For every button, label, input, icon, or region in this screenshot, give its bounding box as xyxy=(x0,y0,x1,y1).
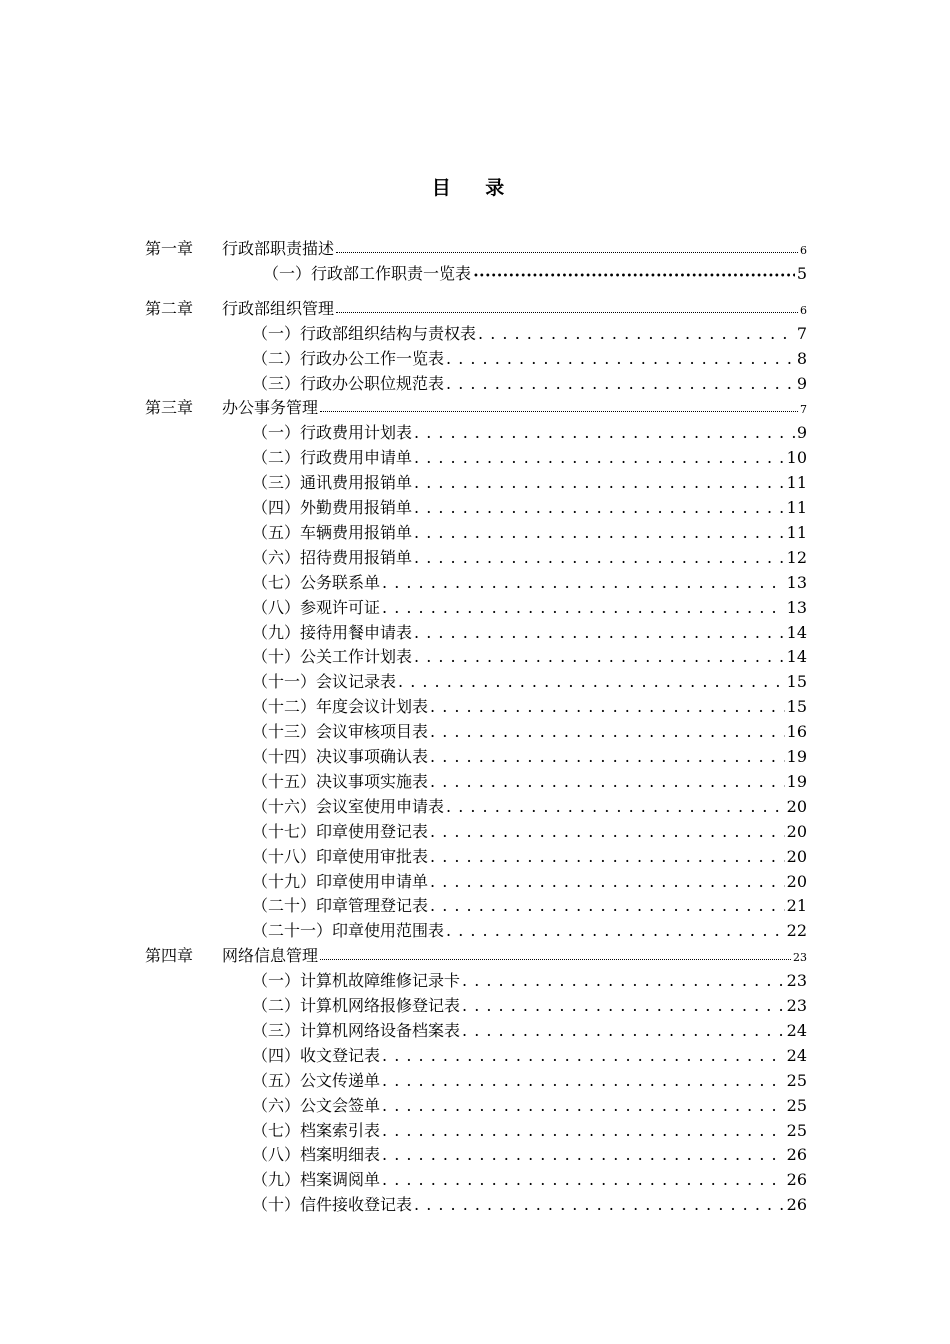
item-label: （三）通讯费用报销单 xyxy=(252,473,413,493)
toc-item-entry[interactable] xyxy=(252,1068,807,1093)
dot-leader xyxy=(462,993,785,1018)
dot-leader xyxy=(414,420,795,445)
toc-item-entry[interactable] xyxy=(252,794,807,819)
item-label: （一）计算机故障维修记录卡 xyxy=(252,971,461,991)
page-number: 22 xyxy=(786,921,807,941)
dot-leader xyxy=(414,1192,785,1217)
item-label: （十四）决议事项确认表 xyxy=(252,747,429,766)
item-label: （五）车辆费用报销单 xyxy=(252,522,413,542)
dot-leader xyxy=(382,1068,785,1093)
item-label: （二十）印章管理登记表 xyxy=(252,896,429,916)
page-number: 9 xyxy=(796,423,807,443)
toc-item-entry[interactable] xyxy=(252,1167,807,1192)
toc-item-entry[interactable] xyxy=(252,993,807,1018)
item-label: （十九）印章使用申请单 xyxy=(252,871,429,891)
page-number: 12 xyxy=(786,547,807,567)
page-number: 13 xyxy=(786,572,807,592)
page-number: 13 xyxy=(786,597,807,617)
dot-leader xyxy=(336,311,798,313)
page-number: 6 xyxy=(800,303,807,317)
item-label: （十一）会议记录表 xyxy=(252,672,397,692)
chapter-title: 行政部组织管理 xyxy=(222,298,335,318)
toc-item-entry[interactable] xyxy=(252,1043,807,1068)
page-number: 25 xyxy=(786,1120,807,1140)
page-number: 7 xyxy=(796,323,807,343)
page-number: 24 xyxy=(786,1045,807,1065)
dot-leader xyxy=(430,844,785,869)
dot-leader xyxy=(398,669,785,694)
toc-item-entry[interactable] xyxy=(252,893,807,918)
page-number: 19 xyxy=(786,747,807,766)
dot-leader xyxy=(320,410,798,412)
toc-item-entry[interactable] xyxy=(252,595,807,620)
item-label: （十）信件接收登记表 xyxy=(252,1195,413,1215)
dot-leader xyxy=(382,595,785,620)
item-label: （二）行政办公工作一览表 xyxy=(252,348,445,368)
page-number: 26 xyxy=(786,1145,807,1165)
toc-item-entry[interactable] xyxy=(252,869,807,894)
toc-item-entry[interactable] xyxy=(252,470,807,495)
item-label: （十七）印章使用登记表 xyxy=(252,821,429,841)
toc-item-entry[interactable] xyxy=(252,321,807,346)
dot-leader xyxy=(430,869,785,894)
toc-item-entry[interactable] xyxy=(252,744,807,769)
toc-item-entry[interactable] xyxy=(252,1093,807,1118)
item-label: （五）公文传递单 xyxy=(252,1070,381,1090)
item-label: （十八）印章使用审批表 xyxy=(252,846,429,866)
page-number: 20 xyxy=(786,796,807,816)
toc-item-entry[interactable] xyxy=(252,1142,807,1167)
page-number: 14 xyxy=(786,622,807,642)
toc-title: 目 录 xyxy=(431,177,519,199)
toc-item-entry[interactable] xyxy=(263,261,807,286)
dot-leader xyxy=(382,570,785,595)
toc-chapter-entry[interactable] xyxy=(145,943,807,968)
dot-leader xyxy=(382,1142,785,1167)
toc-item-entry[interactable] xyxy=(252,495,807,520)
toc-item-entry[interactable] xyxy=(252,694,807,719)
page-number: 11 xyxy=(786,498,807,517)
item-label: （一）行政部组织结构与责权表 xyxy=(252,323,477,343)
toc-item-entry[interactable] xyxy=(252,968,807,993)
page-number: 23 xyxy=(793,951,807,965)
page-number: 19 xyxy=(786,771,807,791)
toc-item-entry[interactable] xyxy=(252,918,807,943)
dot-leader xyxy=(414,520,785,545)
dot-leader xyxy=(382,1043,785,1068)
dot-leader xyxy=(414,470,785,495)
page-number: 26 xyxy=(786,1195,807,1215)
toc-chapter-entry[interactable] xyxy=(145,296,807,321)
item-label: （七）档案索引表 xyxy=(252,1120,381,1140)
item-label: （三）行政办公职位规范表 xyxy=(252,373,445,393)
chapter-title: 办公事务管理 xyxy=(222,398,319,418)
dot-leader xyxy=(414,445,785,470)
dot-leader xyxy=(430,694,785,719)
chapter-title: 网络信息管理 xyxy=(222,946,319,966)
page-number: 20 xyxy=(786,871,807,891)
dot-leader xyxy=(462,1018,785,1043)
toc-item-entry[interactable] xyxy=(252,644,807,669)
page-number: 15 xyxy=(786,672,807,692)
item-label: （十）公关工作计划表 xyxy=(252,647,413,667)
toc-item-entry[interactable] xyxy=(252,1118,807,1143)
item-label: （十六）会议室使用申请表 xyxy=(252,796,445,816)
page-number: 20 xyxy=(786,846,807,866)
item-label: （八）档案明细表 xyxy=(252,1145,381,1165)
toc-item-entry[interactable] xyxy=(252,669,807,694)
toc-item-entry[interactable] xyxy=(252,520,807,545)
dot-leader xyxy=(320,958,791,960)
page-number: 6 xyxy=(800,244,807,257)
toc-item-entry[interactable] xyxy=(252,1192,807,1217)
item-label: （十五）决议事项实施表 xyxy=(252,771,429,791)
item-label: （一）行政部工作职责一览表 xyxy=(263,263,472,283)
page-number: 21 xyxy=(786,896,807,916)
page-number: 26 xyxy=(786,1170,807,1190)
item-label: （四）收文登记表 xyxy=(252,1045,381,1065)
item-label: （九）接待用餐申请表 xyxy=(252,622,413,642)
item-label: （九）档案调阅单 xyxy=(252,1170,381,1190)
toc-chapter-entry[interactable] xyxy=(145,395,807,420)
toc-item-entry[interactable] xyxy=(252,371,807,396)
page-number: 24 xyxy=(786,1020,807,1040)
page-number: 25 xyxy=(786,1070,807,1090)
dot-leader xyxy=(446,794,785,819)
toc-chapter-entry[interactable] xyxy=(145,236,807,261)
page-number: 25 xyxy=(786,1095,807,1115)
toc-item-entry[interactable] xyxy=(252,819,807,844)
item-label: （二）行政费用申请单 xyxy=(252,448,413,468)
toc-item-entry[interactable] xyxy=(252,445,807,470)
chapter-title: 行政部职责描述 xyxy=(222,239,335,258)
item-label: （一）行政费用计划表 xyxy=(252,423,413,443)
toc-item-entry[interactable] xyxy=(252,570,807,595)
dot-leader xyxy=(473,261,795,289)
item-label: （十二）年度会议计划表 xyxy=(252,697,429,717)
item-label: （十三）会议审核项目表 xyxy=(252,722,429,742)
page-number: 7 xyxy=(800,403,807,417)
dot-leader xyxy=(430,893,785,918)
dot-leader xyxy=(462,968,785,993)
dot-leader xyxy=(382,1167,785,1192)
page-number: 23 xyxy=(786,971,807,991)
dot-leader xyxy=(430,769,785,794)
page-number: 9 xyxy=(796,373,807,393)
page-number: 10 xyxy=(786,448,807,468)
item-label: （二）计算机网络报修登记表 xyxy=(252,996,461,1015)
dot-leader xyxy=(446,346,795,371)
item-label: （六）公文会签单 xyxy=(252,1095,381,1115)
item-label: （八）参观许可证 xyxy=(252,597,381,617)
page-number: 5 xyxy=(796,263,807,283)
dot-leader xyxy=(414,495,785,520)
toc-item-entry[interactable] xyxy=(252,1018,807,1043)
toc-item-entry[interactable] xyxy=(252,719,807,744)
chapter-label: 第四章 xyxy=(145,946,194,966)
item-label: （三）计算机网络设备档案表 xyxy=(252,1020,461,1040)
chapter-label: 第二章 xyxy=(145,298,194,318)
dot-leader xyxy=(446,918,785,943)
item-label: （二十一）印章使用范围表 xyxy=(252,921,445,941)
page-number: 8 xyxy=(796,348,807,368)
dot-leader xyxy=(336,251,798,253)
page-number: 11 xyxy=(786,473,807,493)
page-number: 15 xyxy=(786,697,807,717)
toc-item-entry[interactable] xyxy=(252,620,807,645)
toc-item-entry[interactable] xyxy=(252,346,807,371)
dot-leader xyxy=(382,1118,785,1143)
toc-item-entry[interactable] xyxy=(252,769,807,794)
dot-leader xyxy=(478,321,795,346)
page-number: 16 xyxy=(786,722,807,742)
toc-item-entry[interactable] xyxy=(252,420,807,445)
dot-leader xyxy=(430,819,785,844)
chapter-label: 第一章 xyxy=(145,239,194,258)
dot-leader xyxy=(414,545,785,570)
dot-leader xyxy=(430,744,785,769)
page-number: 20 xyxy=(786,821,807,841)
item-label: （七）公务联系单 xyxy=(252,572,381,592)
item-label: （四）外勤费用报销单 xyxy=(252,498,413,517)
page-number: 23 xyxy=(786,996,807,1015)
dot-leader xyxy=(382,1093,785,1118)
dot-leader xyxy=(414,620,785,645)
dot-leader xyxy=(430,719,785,744)
page-number: 11 xyxy=(786,522,807,542)
item-label: （六）招待费用报销单 xyxy=(252,547,413,567)
dot-leader xyxy=(446,371,795,396)
page-number: 14 xyxy=(786,647,807,667)
chapter-label: 第三章 xyxy=(145,398,194,418)
dot-leader xyxy=(414,644,785,669)
toc-item-entry[interactable] xyxy=(252,545,807,570)
toc-item-entry[interactable] xyxy=(252,844,807,869)
